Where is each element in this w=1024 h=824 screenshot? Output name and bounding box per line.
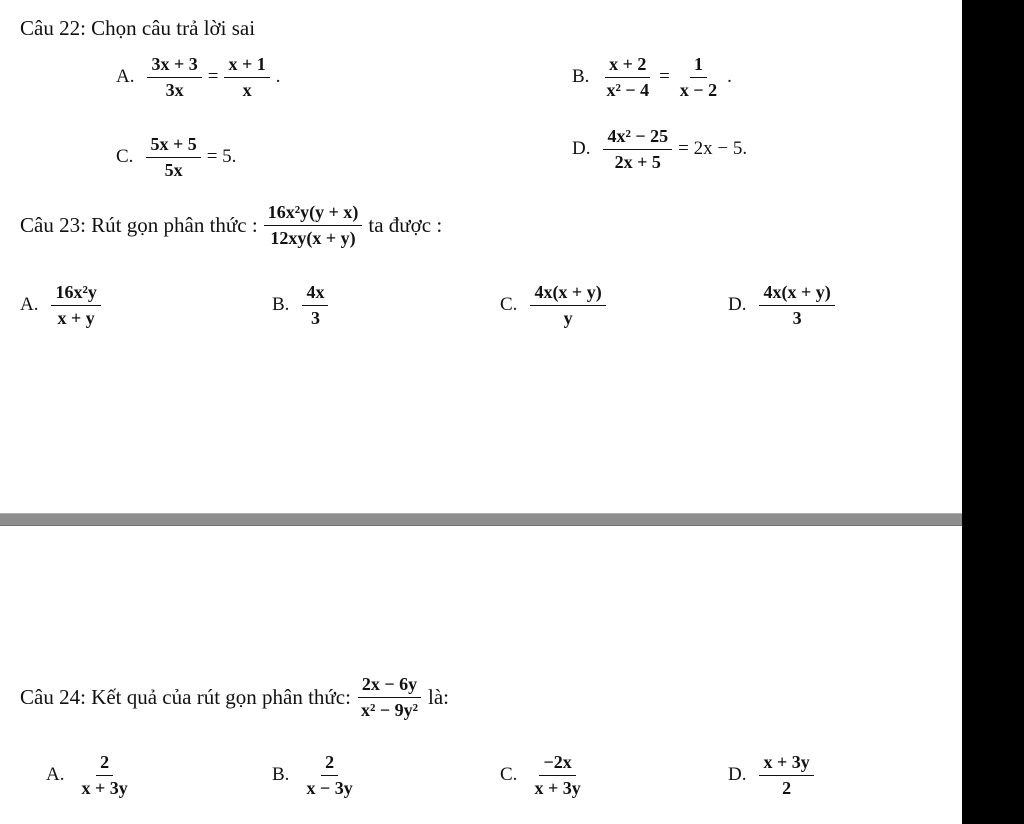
option-letter: D. (728, 764, 747, 785)
denominator: 12xy(x + y) (270, 227, 356, 248)
fraction (530, 280, 605, 330)
black-side-panel (962, 0, 1024, 824)
q24-option-b[interactable] (272, 750, 360, 800)
equals-sign: = (207, 66, 219, 87)
option-letter: C. (116, 146, 134, 167)
q22-option-b[interactable] (572, 52, 732, 102)
numerator: 16x²y(y + x) (264, 200, 363, 226)
q22-option-d[interactable] (572, 124, 747, 174)
period: . (727, 66, 732, 87)
equals-sign: = (659, 66, 670, 87)
question-prefix: Câu 24: Kết quả của rút gọn phân thức: (20, 684, 351, 709)
option-letter: B. (272, 294, 290, 315)
q24-option-d[interactable] (728, 750, 817, 800)
denominator: x² − 9y² (360, 699, 419, 720)
numerator: 2 (321, 750, 338, 776)
numerator: 2 (96, 750, 113, 776)
numerator: x + 2 (605, 52, 650, 78)
denominator: y (563, 307, 573, 328)
fraction (264, 200, 363, 250)
q24-option-c[interactable] (500, 750, 588, 800)
fraction (224, 52, 269, 102)
fraction (759, 280, 834, 330)
fraction (676, 52, 721, 102)
denominator: x² − 4 (606, 79, 650, 100)
fraction (77, 750, 131, 800)
numerator: 16x²y (51, 280, 100, 306)
question-suffix: là: (428, 684, 450, 709)
question-prefix: Câu 23: Rút gọn phân thức : (20, 212, 258, 237)
q23-option-d[interactable] (728, 280, 838, 330)
numerator: −2x (539, 750, 575, 776)
fraction (302, 750, 356, 800)
period: . (275, 66, 281, 87)
option-letter: D. (572, 138, 591, 159)
option-letter: A. (20, 294, 39, 315)
q24-option-a[interactable] (46, 750, 135, 800)
q23-option-a[interactable] (20, 280, 104, 330)
denominator: x − 3y (306, 777, 353, 798)
numerator: x + 1 (224, 52, 269, 78)
option-letter: C. (500, 764, 518, 785)
denominator: x + 3y (534, 777, 581, 798)
fraction (147, 52, 201, 102)
fraction (302, 280, 328, 330)
numerator: 4x(x + y) (759, 280, 834, 306)
denominator: x − 2 (679, 79, 718, 100)
numerator: x + 3y (759, 750, 813, 776)
fraction (759, 750, 813, 800)
option-letter: A. (46, 764, 65, 785)
numerator: 2x − 6y (358, 672, 421, 698)
question-suffix: ta được : (368, 212, 443, 237)
right-hand-side: = 5. (206, 146, 237, 167)
denominator: 3x (165, 79, 184, 100)
q22-option-c[interactable] (116, 132, 236, 182)
question-22-title: Câu 22: Chọn câu trả lời sai (20, 16, 256, 40)
numerator: 3x + 3 (147, 52, 201, 78)
denominator: x (242, 79, 252, 100)
denominator: 3 (792, 307, 802, 328)
fraction (51, 280, 100, 330)
option-letter: A. (116, 66, 135, 87)
question-24-title (20, 672, 449, 722)
denominator: 3 (310, 307, 320, 328)
right-hand-side: = 2x − 5. (678, 138, 748, 159)
fraction (357, 672, 422, 722)
denominator: x + y (57, 307, 95, 328)
q23-option-b[interactable] (272, 280, 331, 330)
denominator: 2 (782, 777, 792, 798)
numerator: 4x (302, 280, 328, 306)
denominator: x + 3y (81, 777, 128, 798)
fraction (602, 52, 653, 102)
option-letter: D. (728, 294, 747, 315)
page-divider (0, 513, 962, 526)
fraction (530, 750, 584, 800)
numerator: 4x(x + y) (530, 280, 605, 306)
option-letter: B. (272, 764, 290, 785)
numerator: 4x² − 25 (603, 124, 672, 150)
fraction (603, 124, 672, 174)
numerator: 1 (690, 52, 707, 78)
option-letter: C. (500, 294, 518, 315)
denominator: 2x + 5 (614, 151, 661, 172)
denominator: 5x (164, 159, 183, 180)
q22-option-a[interactable] (116, 52, 280, 102)
numerator: 5x + 5 (146, 132, 200, 158)
question-23-title (20, 200, 442, 250)
fraction (146, 132, 200, 182)
option-letter: B. (572, 66, 590, 87)
q23-option-c[interactable] (500, 280, 609, 330)
